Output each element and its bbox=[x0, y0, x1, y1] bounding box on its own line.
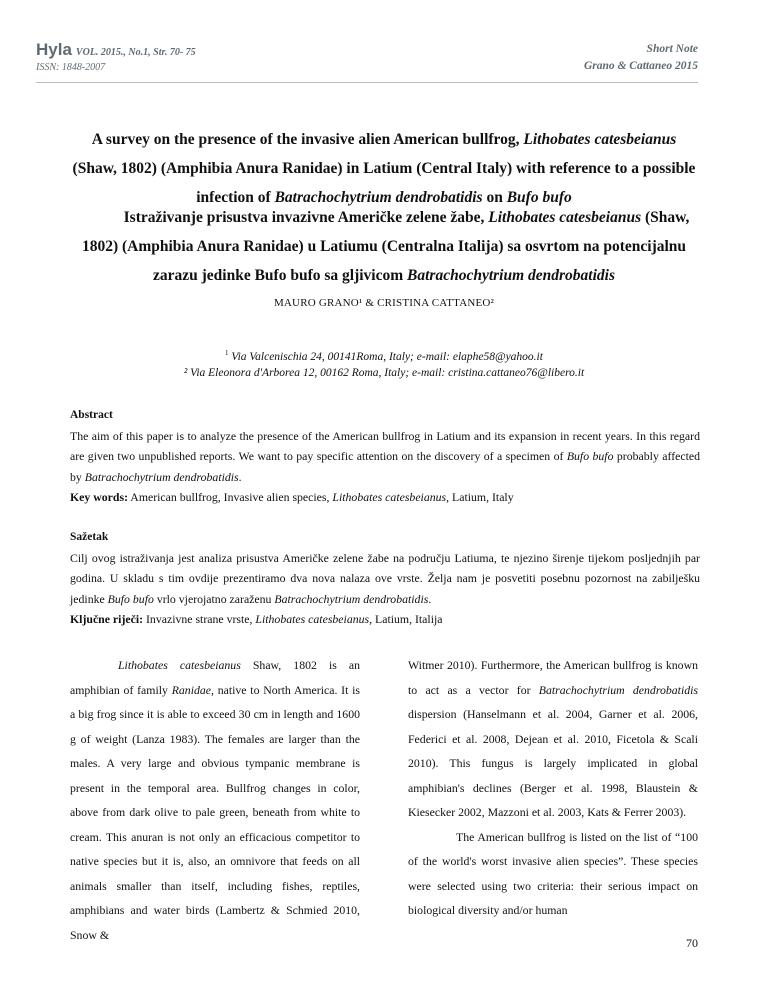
sazetak-text: Cilj ovog istraživanja jest analiza prisustva Američke zelene žabe na području Latiuma, te njezino širenje tijekom posljednjih par godina. U skladu s tim ovdije prezentiramo dva nova nalaza ove vrste. Želja nam je posvetiti posebnu pozornost na zabilješku jedinke Bufo bufo vrlo vjerojatno zaraženu Batrachochytrium dendrobatidis. bbox=[70, 550, 700, 606]
journal-volume: VOL. 2015., No.1, Str. 70- 75 bbox=[75, 47, 196, 58]
kljucne-rijeci: Ključne riječi: Invazivne strane vrste, Lithobates catesbeianus, Latium, Italija bbox=[70, 612, 443, 626]
header-divider bbox=[36, 82, 698, 83]
title-croatian: Istraživanje prisustva invazivne Američke zelene žabe, Lithobates catesbeianus (Shaw, 1802) (Amphibia Anura Ranidae) u Latiumu (Centralna Italija) sa osvrtom na potencijalnu zarazu jedinke Bufo bufo sa gljivicom Batrachochytrium dendrobatidis bbox=[81, 209, 690, 284]
body-column-right bbox=[408, 653, 698, 923]
abstract-heading: Abstract bbox=[70, 409, 113, 421]
body-paragraph: The American bullfrog is listed on the list of “100 of the world's worst invasive alien species”. These species were selected using two criteria: their serious impact on biological diversity and/or human bbox=[408, 829, 698, 917]
journal-header bbox=[36, 40, 196, 73]
keywords: Key words: American bullfrog, Invasive alien species, Lithobates catesbeianus, Latium, Italy bbox=[70, 490, 514, 504]
body-paragraph: Lithobates catesbeianus Shaw, 1802 is an amphibian of family Ranidae, native to North America. It is a big frog since it is able to exceed 30 cm in length and 1600 g of weight (Lanza 1983). The females are larger than the males. A very large and obvious tympanic membrane is present in the temporal area. Bullfrog changes in color, above from dark olive to pale green, beneath from white to cream. This anuran is not only an efficacious competitor to native species but it is, also, an omnivore that feeds on all animals smaller than itself, including fishes, reptiles, amphibians and water birds (Lambertz & Schmied 2010, Snow & bbox=[70, 658, 361, 942]
running-head bbox=[584, 41, 698, 75]
short-authors: Grano & Cattaneo 2015 bbox=[583, 60, 698, 72]
affiliation-1: $^1$ Via Valcenischia 24, 00141Roma, Italy; e-mail: elaphe58@yahoo.it bbox=[225, 349, 543, 363]
author-line: MAURO GRANO¹ & CRISTINA CATTANEO² bbox=[273, 297, 495, 309]
body-column-left bbox=[70, 653, 360, 947]
journal-issn: ISSN: 1848-2007 bbox=[36, 62, 106, 73]
title-english: A survey on the presence of the invasive alien American bullfrog, Lithobates catesbeianus (Shaw, 1802) (Amphibia Anura Ranidae) in Latium (Central Italy) with reference to a possible infection of Batrachochytrium dendrobatidis on Bufo bufo bbox=[72, 131, 696, 206]
journal-name: Hyla bbox=[36, 40, 72, 59]
abstract-section bbox=[70, 405, 700, 508]
page-number: 70 bbox=[686, 936, 698, 950]
sazetak-section bbox=[70, 527, 700, 630]
abstract-text: The aim of this paper is to analyze the presence of the American bullfrog in Latium and its expansion in recent years. In this regard are given two unpublished reports. We want to pay specific attention on the discovery of a specimen of Bufo bufo probably affected by Batrachochytrium dendrobatidis. bbox=[70, 428, 701, 484]
note-type: Short Note bbox=[646, 43, 698, 55]
sazetak-heading: Sažetak bbox=[70, 531, 109, 543]
affiliation-2: ² Via Eleonora d'Arborea 12, 00162 Roma, Italy; e-mail: cristina.cattaneo76@libero.it bbox=[183, 366, 585, 379]
body-paragraph: Witmer 2010). Furthermore, the American bullfrog is known to act as a vector for Batrachochytrium dendrobatidis dispersion (Hanselmann et al. 2004, Garner et al. 2006, Federici et al. 2008, Dejean et al. 2010, Ficetola & Scali 2010). This fungus is largely implicated in global amphibian's declines (Berger et al. 1998, Blaustein & Kiesecker 2002, Mazzoni et al. 2003, Kats & Ferrer 2003). bbox=[408, 658, 698, 819]
affiliations bbox=[70, 345, 698, 381]
